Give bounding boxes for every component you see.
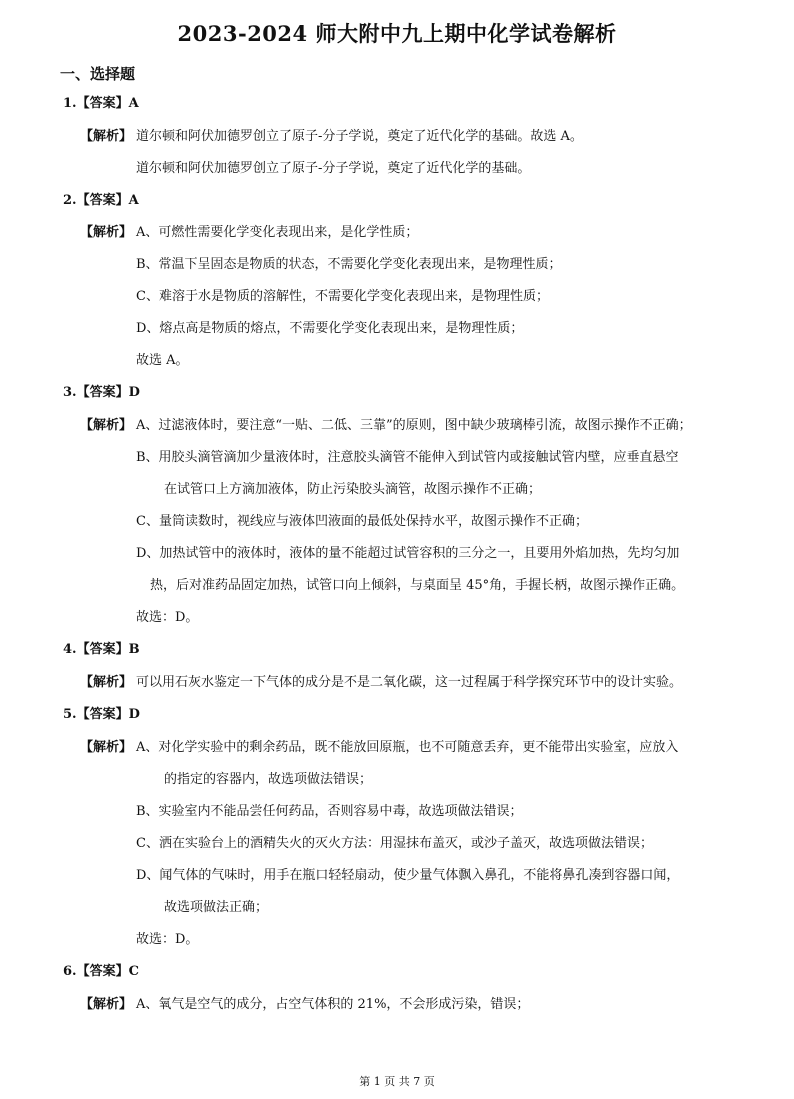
q2-line-3: C、难溶于水是物质的溶解性，不需要化学变化表现出来，是物理性质； — [136, 289, 549, 304]
q3-line-3: 在试管口上方滴加液体，防止污染胶头滴管，故图示操作不正确； — [164, 482, 542, 497]
page-footer: 第 1 页 共 7 页 — [359, 1075, 435, 1088]
q4-line-1: 可以用石灰水鉴定一下气体的成分是不是二氧化碳，这一过程属于科学探究环节中的设计实验。 — [136, 675, 683, 690]
q5-line-1: A、对化学实验中的剩余药品，既不能放回原瓶，也不可随意丢弃，更不能带出实验室，应放入 — [136, 740, 679, 755]
q1-line-2: 道尔顿和阿伏加德罗创立了原子-分子学说，奠定了近代化学的基础。 — [136, 161, 531, 176]
q3-line-4: C、量筒读数时，视线应与液体凹液面的最低处保持水平，故图示操作不正确； — [136, 514, 588, 529]
q5-line-2: 的指定的容器内，故选项做法错误； — [164, 772, 373, 787]
q2-line-5: 故选 A。 — [136, 353, 189, 368]
q1-line-1: 道尔顿和阿伏加德罗创立了原子-分子学说，奠定了近代化学的基础。故选 A。 — [136, 129, 583, 144]
analysis-label: 【解析】 — [80, 740, 133, 755]
q5-line-7: 故选：D。 — [136, 932, 199, 947]
q5-line-3: B、实验室内不能品尝任何药品，否则容易中毒，故选项做法错误； — [136, 804, 523, 819]
q2-line-1: A、可燃性需要化学变化表现出来，是化学性质； — [136, 225, 419, 240]
q5-line-4: C、洒在实验台上的酒精失火的灭火方法：用湿抹布盖灭，或沙子盖灭，故选项做法错误； — [136, 836, 653, 851]
question-3-answer: 3.【答案】D — [63, 385, 140, 400]
q5-line-6: 故选项做法正确； — [164, 900, 269, 915]
question-4-answer: 4.【答案】B — [63, 642, 140, 657]
section-heading: 一、选择题 — [60, 65, 136, 83]
analysis-label: 【解析】 — [80, 129, 133, 144]
analysis-label: 【解析】 — [80, 418, 133, 433]
analysis-label: 【解析】 — [80, 675, 133, 690]
question-2-answer: 2.【答案】A — [63, 193, 139, 208]
q2-line-4: D、熔点高是物质的熔点，不需要化学变化表现出来，是物理性质； — [136, 321, 524, 336]
question-6-answer: 6.【答案】C — [63, 964, 139, 979]
q3-line-1: A、过滤液体时，要注意“一贴、二低、三靠”的原则，图中缺少玻璃棒引流，故图示操作不正确； — [136, 418, 692, 433]
question-5-answer: 5.【答案】D — [63, 707, 140, 722]
q3-line-7: 故选：D。 — [136, 610, 199, 625]
q3-line-2: B、用胶头滴管滴加少量液体时，注意胶头滴管不能伸入到试管内或接触试管内壁，应垂直悬空 — [136, 450, 679, 465]
q3-line-5: D、加热试管中的液体时，液体的量不能超过试管容积的三分之一，且要用外焰加热，先均匀加 — [136, 546, 680, 561]
q5-line-5: D、闻气体的气味时，用手在瓶口轻轻扇动，使少量气体飘入鼻孔，不能将鼻孔凑到容器口闻， — [136, 868, 680, 883]
analysis-label: 【解析】 — [80, 997, 133, 1012]
q3-line-6: 热，后对准药品固定加热，试管口向上倾斜，与桌面呈 45°角，手握长柄，故图示操作正确。 — [150, 578, 685, 593]
document-title: 2023-2024 师大附中九上期中化学试卷解析 — [177, 21, 617, 46]
question-1-answer: 1.【答案】A — [63, 96, 139, 111]
q6-line-1: A、氧气是空气的成分，占空气体积的 21%，不会形成污染，错误； — [136, 997, 530, 1012]
q2-line-2: B、常温下呈固态是物质的状态，不需要化学变化表现出来，是物理性质； — [136, 257, 562, 272]
analysis-label: 【解析】 — [80, 225, 133, 240]
